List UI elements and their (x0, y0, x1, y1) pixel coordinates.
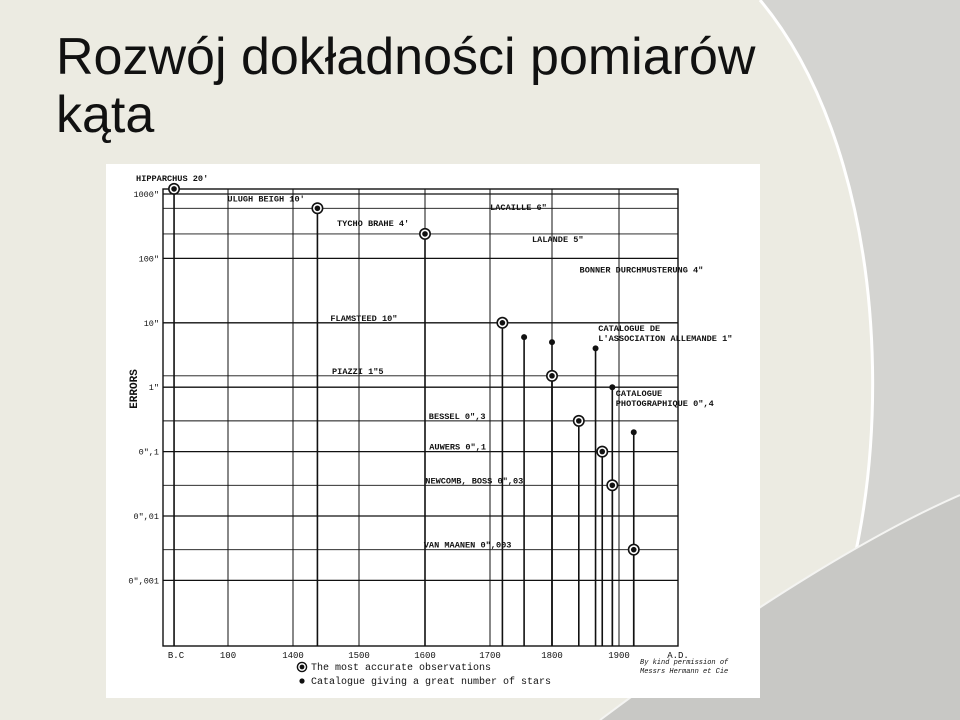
legend-label: Catalogue giving a great number of stars (311, 677, 552, 688)
accurate-observation-dot (500, 320, 506, 326)
data-point-label: TYCHO BRAHE 4' (337, 218, 410, 229)
y-tick-label: 1" (148, 383, 159, 394)
chart-points (169, 184, 639, 646)
x-tick-label: 1400 (282, 651, 304, 661)
plot-frame (163, 189, 678, 646)
x-tick-label: 1900 (608, 651, 630, 661)
figure-credit: Messrs Hermann et Cie (640, 668, 729, 676)
data-point-label: BESSEL 0",3 (428, 411, 486, 422)
x-tick-label: 1700 (479, 651, 501, 661)
y-tick-label: 100" (138, 254, 159, 265)
y-tick-label: 0",001 (128, 576, 159, 587)
data-point-label: HIPPARCHUS 20' (136, 173, 209, 184)
data-point-label: VAN MAANEN 0",003 (423, 540, 512, 551)
chart-legend (297, 659, 729, 688)
catalogue-marker (593, 345, 599, 351)
accurate-observation-dot (610, 482, 616, 488)
error-chart (106, 164, 760, 698)
catalogue-marker (609, 384, 615, 390)
accurate-observation-dot (422, 231, 428, 237)
figure-credit: By kind permission of (640, 659, 729, 667)
chart-axes (128, 189, 688, 661)
x-tick-label: 1500 (348, 651, 370, 661)
slide-title-line-2: kąta (56, 86, 155, 144)
chart-grid (163, 189, 678, 646)
data-point-label: LALANDE 5" (532, 235, 584, 246)
data-point-label: PIAZZI 1"5 (332, 366, 384, 377)
accurate-observation-dot (599, 449, 605, 455)
y-axis-label: ERRORS (129, 369, 141, 409)
x-tick-label: B.C (167, 651, 185, 661)
slide-title (56, 28, 816, 144)
accurate-observation-dot (576, 418, 582, 424)
data-point-label: ULUGH BEIGH 10' (227, 194, 305, 205)
slide-title-line-1: Rozwój dokładności pomiarów (56, 28, 756, 86)
accurate-observation-dot (631, 547, 637, 553)
accurate-observation-dot (171, 186, 177, 192)
legend-catalogue-icon (299, 678, 304, 683)
x-tick-label: 1600 (414, 651, 436, 661)
y-tick-label: 0",1 (138, 447, 159, 458)
chart-figure (106, 164, 760, 698)
data-point-label: BONNER DURCHMUSTERUNG 4" (579, 265, 704, 276)
catalogue-marker (631, 429, 637, 435)
y-tick-label: 0",01 (133, 512, 159, 522)
data-point-label: FLAMSTEED 10" (330, 313, 398, 324)
data-point-label: LACAILLE 6" (490, 203, 547, 214)
y-tick-label: 1000" (133, 190, 159, 200)
data-point-label: NEWCOMB, BOSS 0",03 (425, 476, 524, 487)
y-tick-label: 10" (143, 318, 159, 329)
accurate-observation-dot (549, 373, 555, 379)
accurate-observation-dot (315, 205, 321, 211)
catalogue-marker (521, 334, 527, 340)
catalogue-marker (549, 339, 555, 345)
x-tick-label: 1800 (541, 651, 563, 661)
legend-accurate-icon-dot (300, 665, 305, 670)
x-tick-label: 100 (219, 651, 237, 661)
data-point-label: CATALOGUE DE L'ASSOCIATION ALLEMANDE 1" (598, 324, 733, 345)
legend-label: The most accurate observations (311, 663, 492, 674)
x-tick-label: A.D. (667, 651, 689, 661)
chart-labels (136, 174, 732, 551)
data-point-label: AUWERS 0",1 (429, 442, 486, 453)
data-point-label: CATALOGUE PHOTOGRAPHIQUE 0",4 (615, 389, 714, 410)
